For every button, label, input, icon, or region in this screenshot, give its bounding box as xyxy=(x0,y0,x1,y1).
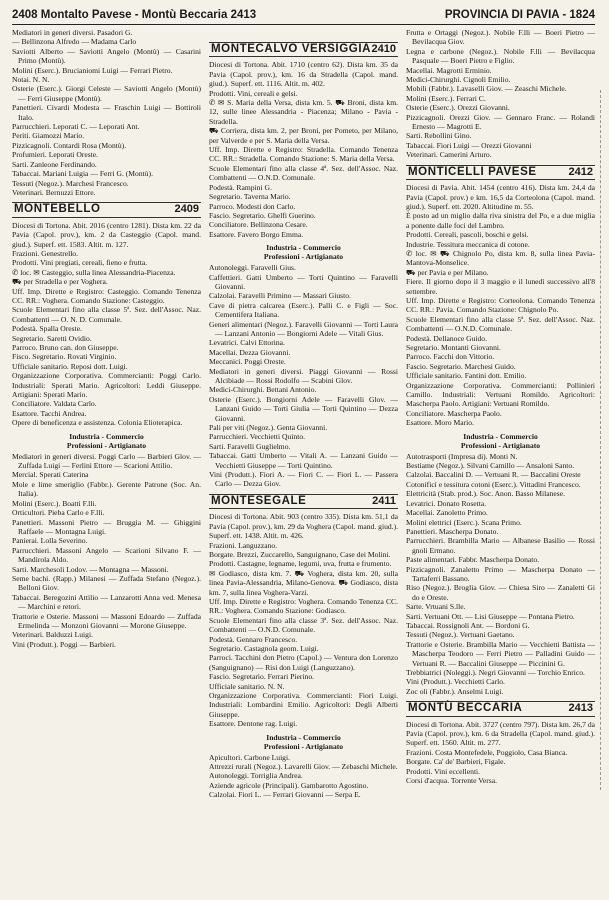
montebello-entries xyxy=(12,452,201,650)
intro-line: Podestà. Dellanoce Guido. xyxy=(406,333,487,343)
entry: Bestiame (Negoz.). Silvani Camillo — Ansaloni Santo. xyxy=(406,461,575,471)
entry: Periti. Giamozzi Mario. xyxy=(12,131,85,141)
entry: Molini (Eserc.). Brucianiomi Luigi — Ferrari Pietro. xyxy=(12,65,173,75)
intro-line: Frazioni. Languzzano. xyxy=(209,540,278,550)
header-left: 2408 Montalto Pavese - Montù Beccaria 2413 xyxy=(12,9,257,21)
entry: Sarti. Vertuani Ott. — Lisi Giuseppe — Pontana Pietro. xyxy=(406,611,575,621)
intro-line: Industrie. Tessitura meccanica di cotone. xyxy=(406,239,530,249)
intro-line: Podestà. Rampini G. xyxy=(209,182,272,192)
entry: Panettieri. Civardi Modesta — Fraschin Luigi — Bottiroli Italo. xyxy=(12,103,201,122)
column-2 xyxy=(209,28,398,896)
page-header xyxy=(12,6,595,25)
town-name: MONTESEGALE xyxy=(211,494,307,507)
entry: Trattorie e Osterie. Brambilla Mario — Vecchietti Battista — Mascherpa Teodoro — Ferri Pietro — Palladini Guido — Vertuani R. — Baccalini Giuseppe — Piccinini G. xyxy=(406,639,595,668)
entry: Vini (Produtt.). Poggi — Barbieri. xyxy=(12,639,116,649)
town-number: 2412 xyxy=(568,165,593,178)
intro-line: Fascio. Segretario. Marchesi Guido. xyxy=(406,361,516,371)
intro-line: Scuole Elementari fino alla classe 5ª. Sez. dell'Assoc. Naz. Combattenti — O. N. D. Comunale. xyxy=(12,305,201,324)
entry: Molini (Eserc.). Boatti F.lli. xyxy=(12,498,97,508)
entry: Riso (Negoz.). Broglia Giov. — Chiesa Siro — Zanaletti Gi do e Oreste. xyxy=(406,583,595,602)
intro-line: ✉ Godiasco, dista km. 7. ⛟ Voghera, dista km. 20, sulla linea Pavia-Alessandria, Milano-Genova. ⛟ Godiasco, dista km. 7, sulla linea Voghera-Varzi. xyxy=(209,568,398,597)
intro-line: È posto ad un miglio dalla riva sinistra del Po, e a due miglia a ponente dalle foci del Lambro. xyxy=(406,211,595,230)
entry: Mobili (Fabbr.). Lavaselli Giov. — Zeaschi Michele. xyxy=(406,84,567,94)
entry: Mediatori in generi diversi. Piaggi Giovanni — Rossi Alcibiade — Rossi Rodolfo — Scabini Glov. xyxy=(209,366,398,385)
entry: Tabaccai. Fiori Luigi — Orezzi Giovanni xyxy=(406,140,532,150)
entry: Calzolai. Faravelli Primino — Massari Giusto. xyxy=(209,291,351,301)
intro-line: Conciliatore. Valdata Carlo. xyxy=(12,399,97,409)
header-right: PROVINCIA DI PAVIA - 1824 xyxy=(444,9,595,21)
town-title-montu-beccaria xyxy=(406,701,595,716)
intro-line: ✆ loc. ✉ ⛟ Chignolo Po, dista km. 8, sulla linea Pavia-Mantova-Monselice. xyxy=(406,248,595,268)
entry: Medici-Chirurghi. Bettani Antonio. xyxy=(209,385,317,395)
town-title-montebello xyxy=(12,202,201,217)
intro-line: Fascio. Segretario. Ferrari Pierino. xyxy=(209,672,315,682)
intro-line: Corsi d'acqua. Torrente Versa. xyxy=(406,776,498,786)
entry: Vini (Produtt.). Fiori A. — Fiori C. — Fiori L. — Passera Carlo — Dezza Giov. xyxy=(209,470,398,489)
entry: Osterie (Eserc.). Bongiorni Adele — Faravelli Glov. — Lanzani Guido — Torti Giulia — Torti Quintino — Dezza Giovanni. xyxy=(209,394,398,423)
entry: Sarti. Marchesoli Lodov. — Montagna — Massoni. xyxy=(12,564,169,574)
town-name: MONTÙ BECCARIA xyxy=(408,702,523,715)
intro-line: Segretario. Castagnola geom. Luigi. xyxy=(209,643,319,653)
intro-line: Prodotti. Vini eccellenti. xyxy=(406,766,481,776)
town-name: MONTICELLI PAVESE xyxy=(408,165,537,178)
intro-line: Prodotti. Castagne, legname, legumi, uva, frutta e frumento. xyxy=(209,559,392,569)
intro-line: Esattore. Favero Borgo Emma. xyxy=(209,229,304,239)
intro-line: Podestà. Gennaro Francesco. xyxy=(209,634,298,644)
montecalvo-intro xyxy=(209,60,398,239)
entry: Tabaccai. Gatti Umberto — Vitali A. — Lanzani Guido — Vecchietti Giuseppe — Torti Quintino. xyxy=(209,451,398,470)
entry: Tabaccai. Rossignoli Ant. — Bordoni G. xyxy=(406,620,530,630)
entry: Mediatori in generi diversi. Pasadori G. xyxy=(12,28,133,37)
entry: Veterinari. Balduzzi Luigi. xyxy=(12,630,93,640)
entry: Elettricità (Stab. prod.). Soc. Anon. Basso Milanese. xyxy=(406,489,566,499)
intro-line: Conciliatore. Bellinzona Cesare. xyxy=(209,220,308,230)
intro-line: ⛟ per Pavia e per Milano. xyxy=(406,267,489,277)
intro-line: Opere di beneficenza e assistenza. Colonia Elioterapica. xyxy=(12,418,183,428)
intro-line: Frazioni. Genestrello. xyxy=(12,248,79,258)
intro-line: ⛟ per Stradella e per Voghera. xyxy=(12,277,108,287)
entry: Pizzicagnoli. Orezzi Giov. — Gennaro Franc. — Rolandi Ernesto — Magrotti E. xyxy=(406,112,595,132)
entry: Mole e lime smeriglio (Fabbr.). Gerente Patrone (Soc. An. Italia). xyxy=(12,479,201,499)
entry: Calzolai. Baccalini D. — Vertuani R. — Baccalini Oreste xyxy=(406,470,581,480)
town-title-montecalvo xyxy=(209,42,398,57)
intro-line: Fisco. Segretario. Rovati Virginio. xyxy=(12,352,117,362)
entry: Calzolai. Fiori L. — Ferrari Giovanni — Serpa E. xyxy=(209,790,361,800)
entry: Trattorie e Osterie. Massoni — Massoni Edoardo — Zuffada Ermelinda — Monzoni Giovanni — Morone Giuseppe. xyxy=(12,611,201,630)
entry: Meccanici. Poggi Oreste. xyxy=(209,357,286,367)
section-heading: Industria - Commercio Professioni - Artigianato xyxy=(263,243,344,262)
entry: Caffettieri. Gatti Umberto — Torti Quintino — Faravelli Giovanni. xyxy=(209,272,398,291)
montesegale-intro xyxy=(209,512,398,728)
page-edge xyxy=(600,90,607,790)
entry: Zoc oli (Fabbr.). Anselmi Luigi. xyxy=(406,686,504,696)
entry: Parrucchieri. Leporati C. — Leporati Ant. xyxy=(12,122,140,132)
column-1 xyxy=(12,28,201,896)
intro-line: Prodotti. Cereali, pascoli, boschi e gelsi. xyxy=(406,230,529,240)
town-number: 2410 xyxy=(371,43,396,55)
entry: Seme bachi. (Rapp.) Milanesi — Zuffada Stefano (Negoz.). Belloni Giov. xyxy=(12,573,201,593)
intro-line: Segretario. Taverna Mario. xyxy=(209,192,291,202)
monticelli-intro xyxy=(406,183,595,428)
entry: Sarte. Vrtuani S.lle. xyxy=(406,602,466,612)
intro-line: Borgate. Ca' de' Barbieri, Figale. xyxy=(406,757,506,767)
monticelli-entries xyxy=(406,452,595,697)
intro-line: ⛟ Corriera, dista km. 2, per Broni, per Pometo, per Milano, per Valverde e per S. Maria della Versa. xyxy=(209,126,398,145)
page-columns xyxy=(12,28,595,896)
entry: Cave di pietra calcarea (Eserc.). Palli C. e Figli — Soc. Cementifera Italiana. xyxy=(209,300,398,320)
intro-line: Fascio. Segretario. Ghelfi Guerino. xyxy=(209,210,316,220)
entry: Generi alimentari (Negoz.). Faravelli Giovanni — Torti Laura — Lanzani Antonio — Bongiorni Adele — Vitali Gius. xyxy=(209,319,398,338)
entry: Osterie (Eserc.). Giorgi Celeste — Saviotti Angelo (Montù) — Ferri Giuseppe (Montù). xyxy=(12,84,201,103)
entry: Levatrici. Donato Rosetta. xyxy=(406,498,487,508)
entry: Apicultori. Carbone Luigi. xyxy=(209,752,290,762)
entry: Legna e carbone (Negoz.). Nobile F.lli — Bevilacqua Pasquale — Boeri Pietro e Figlio. xyxy=(406,46,595,66)
intro-line: Diocesi di Tortona. Abit. 903 (centro 335). Dista km. 51,1 da Pavia (Capol. prov.), km. 29 da Voghera (Capol. mand. giud.). Superf. ett. 1438. Altit. m. 426. xyxy=(209,512,398,541)
town-number: 2409 xyxy=(174,203,199,216)
intro-line: Diocesi di Tortona. Abit. 2016 (centro 1281). Dista km. 22 da Pavia (Capol. prov.), km. 2 da Casteggio (Capol. mand. giud.). Superf. ett. 1583. Altit. m. 127. xyxy=(12,220,201,249)
intro-line: Uff. Imp. Dirette e Registro: Corteolona. Comando Tenenza CC. RR.: Pavia. Comando Stazione: Chignolo Po. xyxy=(406,295,595,315)
intro-line: Parroci. Tacchini don Pietro (Capol.) — Ventura don Lorenzo (Sanguignano) — Risi don Luigi (Languzzano). xyxy=(209,653,398,672)
montu-intro xyxy=(406,720,595,786)
entry: Saviotti Alberto — Saviotti Angelo (Montù) — Casarini Primo (Montù). xyxy=(12,46,201,66)
entry: Tabaccai. Beregozini Attilio — Lanzarotti Anna ved. Menesa — Marchini e retori. xyxy=(12,592,201,612)
montecalvo-entries xyxy=(209,263,398,489)
entry: Autonoleggi. Faravelli Gius. xyxy=(209,263,296,273)
intro-line: Esattore. Moro Mario. xyxy=(406,418,474,428)
entry: Mercial. Sperati Caterina xyxy=(12,470,89,480)
intro-line: Parroco. Modesti don Carlo. xyxy=(209,201,296,211)
intro-line: Scuole Elementari fino alla classe 5ª. Sez. dell'Assoc. Naz. Combattenti — O.N.D. Comunale. xyxy=(406,314,595,334)
intro-line: Diocesi di Pavia. Abit. 1454 (centro 416). Dista km. 24,4 da Pavia (Capol. prov.) e km. 16,5 da Corteolona (Capol. mand. giud.). Superf. ett. 2020. Altitudine m. 55. xyxy=(406,183,595,211)
intro-line: ✆ loc. ✉ Casteggio, sulla linea Alessandria-Piacenza. xyxy=(12,267,176,277)
entry: Panettieri. Mascherpa Donato. xyxy=(406,526,499,536)
entry: Pizzicagnoli. Contardi Rosa (Montù). xyxy=(12,140,127,150)
town-title-montesegale xyxy=(209,494,398,509)
intro-line: Diocesi di Tortona. Abit. 1710 (centro 62). Dista km. 35 da Pavia (Capol. prov.), km. 16 da Stradella (Capol. mand. giud.). Superf. ett. 1116. Altit. m. 402. xyxy=(209,60,398,89)
entry: Notai. N. N. xyxy=(12,75,50,85)
intro-line: Prodotti. Vini pregiati, cereali, fieno e frutta. xyxy=(12,258,148,268)
montalto-entries xyxy=(12,28,201,197)
entry: Molini (Eserc.). Ferrari C. xyxy=(406,93,486,103)
entry: Cotonificí e tessitura cotoni (Eserc.). Vittadini Francesco. xyxy=(406,479,581,489)
intro-line: Ufficiale sanitario. Reposi dott. Luigi. xyxy=(12,361,128,371)
montebello-intro xyxy=(12,221,201,428)
intro-line: Podestà. Spalla Oreste. xyxy=(12,324,83,334)
town-title-monticelli xyxy=(406,165,595,180)
entry: Macellai. Magrotti Erminio. xyxy=(406,65,492,75)
entry: Sarti. Zanleone Ferdinando. xyxy=(12,159,97,169)
intro-line: Ufficiale sanitario. Fantini dott. Emilio. xyxy=(406,371,527,381)
entry: Macellai. Zanoletto Primo. xyxy=(406,508,488,518)
entry: Profumieri. Leporati Oreste. xyxy=(12,150,99,160)
entry: Veterinari. Camerini Arturo. xyxy=(406,150,492,160)
entry: Pizzicagnoli. Zanaletto Primo — Mascherpa Donato — Tartaferri Bassano. xyxy=(406,564,595,583)
intro-line: ✆ ✉ S. Maria della Versa, dista km. 5. ⛟ Broni, dista km. 12, sulle linee Alessandria - Piacenza; Milano - Pavia - Stradella. xyxy=(209,98,398,126)
entry: Aziende agricole (Principali). Gambarotto Agostino. xyxy=(209,780,369,790)
section-heading: Industria - Commercio Professioni - Artigianato xyxy=(66,431,147,450)
entry: Trebbiatrici (Noleggi.). Negri Giovanni — Torchio Enrico. xyxy=(406,668,585,677)
entry: Sarti. Rebollini Gino. xyxy=(406,131,472,141)
intro-line: Esattore. Tacchi Andrea. xyxy=(12,408,87,418)
entry: Tabaccai. Mariani Luigia — Ferri G. (Montù). xyxy=(12,169,153,179)
intro-line: Organizzazione Corporativa. Commercianti: Poggi Carlo. Industriali: Sperati Mario. Agricoltori: Leddi Giuseppe. Artigiani: Sperati Mario. xyxy=(12,371,201,400)
entry: Pali per viti (Negoz.). Genta Giovanni. xyxy=(209,423,328,433)
intro-line: Borgate. Brezzi, Zuccarello, Sanguignano, Case dei Molini. xyxy=(209,549,391,559)
entry: Autotrasporti (Impresa di). Monti N. xyxy=(406,451,518,461)
entry: Paste alimentari. Fabbr. Mascherpa Donato. xyxy=(406,555,540,565)
entry: — Bellinzona Alfredo — Madama Carlo xyxy=(12,37,137,47)
intro-line: Ufficiale sanitario. N. N. xyxy=(209,681,285,691)
intro-line: Esattore. Dentone rag. Luigi. xyxy=(209,719,298,729)
intro-line: Diocesi di Tortona. Abit. 3727 (centro 797). Dista km. 26,7 da Pavia (Capol. prov.), km. 6 da Stradella (Capol. mand. giud.). Superf. ett. 1560. Altit. m. 277. xyxy=(406,719,595,748)
section-heading: Industria - Commercio Professioni - Artigianato xyxy=(460,431,541,450)
intro-line: Scuole Elementari fino alla classe 3ª. Sez. dell'Assoc. Naz. Combattenti — O.N.D. Comunale. xyxy=(209,615,398,635)
entry: Osterie (Eserc.). Orezzi Giovanni. xyxy=(406,103,510,113)
section-heading: Industria - Commercio Professioni - Artigianato xyxy=(263,732,344,751)
intro-line: Scuole Elementari fino alla classe 4ª. Sez. dell'Assoc. Naz. Combattenti — O.N.D. Comunale. xyxy=(209,163,398,183)
intro-line: Segretario. Montanti Giovanni. xyxy=(406,343,501,352)
montesegale-entries xyxy=(209,753,398,800)
column-3 xyxy=(406,28,595,896)
entry: Parrucchieri. Massoni Angelo — Scarioni Silvano F. — Mandirola Aldo. xyxy=(12,545,201,565)
town-name: MONTECALVO VERSIGGIA xyxy=(211,43,372,55)
entry: Panettieri. Massoni Pietro — Bruggia M. — Ghiggini Raffaele — Montagna Luigi. xyxy=(12,517,201,536)
entry: Mediatori in generi diversi. Poggi Carlo — Barbieri Glov. — Zuffada Luigi — Ferlini Ettore — Scarioni Attilio. xyxy=(12,451,201,471)
entry: Attrezzi rurali (Negoz.). Lavarelli Giov. — Zebaschi Michele. xyxy=(209,762,398,772)
intro-line: Segretario. Saretti Ovidio. xyxy=(12,333,92,343)
intro-line: Prodotti. Vini, cereali e gelsi. xyxy=(209,88,298,98)
entry: Tessuti (Negoz.). Vertuani Gaetano. xyxy=(406,630,515,640)
entry: Orticultori. Pieba Carlo e F.lli. xyxy=(12,508,105,518)
town-number: 2413 xyxy=(568,702,593,715)
intro-line: Conciliatore. Mascherpa Paolo. xyxy=(406,408,502,418)
entry: Frutta e Ortaggi (Negoz.). Nobile F.lli — Boeri Pietro — Bevilacqua Giov. xyxy=(406,28,595,47)
intro-line: Frazioni. Costa Montefedele, Poggiolo, Casa Bianca. xyxy=(406,747,568,757)
entry: Molini elettrici (Eserc.). Scana Primo. xyxy=(406,517,522,527)
intro-line: Parroco. Bruno can. don Giuseppe. xyxy=(12,343,119,352)
intro-line: Uff. Imp. Dirette e Registro: Casteggio. Comando Tenenza CC. RR.: Voghera. Comando Stazione: Casteggio. xyxy=(12,286,201,305)
entry: Sarti. Faravelli Guglielmo. xyxy=(209,441,291,451)
entry: Levatrici. Calvi Ettorina. xyxy=(209,338,285,348)
entry: Macellai. Dezza Giovanni. xyxy=(209,347,291,357)
entry: Vini (Produtt.). Vecchietti Carlo. xyxy=(406,677,505,687)
town-number: 2411 xyxy=(372,494,396,507)
intro-line: Organizzazione Corporativa. Commercianti: Pollinieri Camillo. Industriali: Vertuani Romildo. Agricoltori: Mascherpa Paolo. Artigiani: Vertuani Romildo. xyxy=(406,380,595,409)
entry: Parrucchieri. Brambilla Mario — Albanese Basilio — Rossi gnoli Ermano. xyxy=(406,536,595,555)
entry: Veterinari. Bernuzzi Ettore. xyxy=(12,187,96,197)
entry: Medici-Chirurghi. Cignoli Emilio. xyxy=(406,75,511,85)
intro-line: Organizzazione Corporativa. Commercianti: Fiori Luigi. Industriali: Lombardini Emilio. Agricoltori: Degli Alberti Giuseppe. xyxy=(209,691,398,719)
intro-line: Uff. Imp. Dirette e Registro: Stradella. Comando Tenenza CC. RR.: Stradella. Comando Stazione: S. Maria della Versa. xyxy=(209,145,398,164)
entry: Panierai. Lolla Severino. xyxy=(12,536,88,546)
intro-line: Fiere. Il giorno dopo il 3 maggio e il lunedì successivo all'8 settembre. xyxy=(406,277,595,296)
montesegale-continued-entries xyxy=(406,28,595,160)
intro-line: Uff. Imp. Dirette e Registro: Voghera. Comando Tenenza CC. RR.: Voghera. Comando Stazione: Godiasco. xyxy=(209,596,398,616)
intro-line: Parroco. Facchi don Vittorio. xyxy=(406,352,495,362)
entry: Parrucchieri. Vecchietti Quinto. xyxy=(209,432,306,442)
town-name: MONTEBELLO xyxy=(14,203,101,216)
entry: Autonoleggi. Torriglia Andrea. xyxy=(209,771,303,781)
entry: Tessuti (Negoz.). Marchesi Francesco. xyxy=(12,178,129,188)
